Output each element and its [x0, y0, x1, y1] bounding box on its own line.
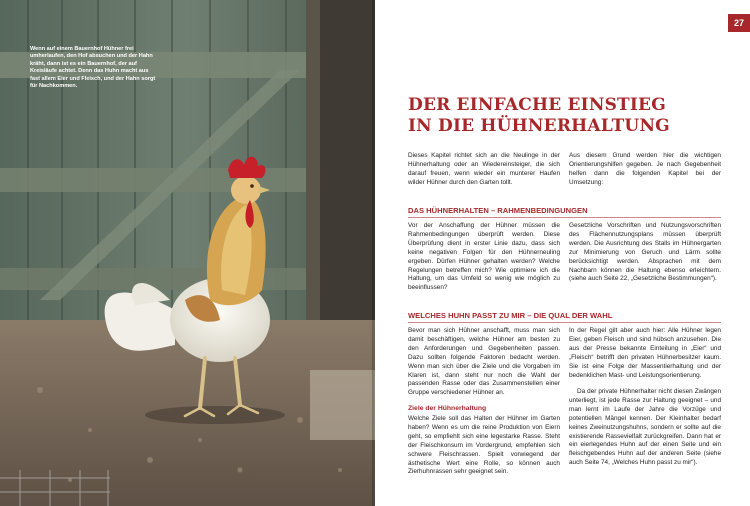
text-page — [375, 0, 750, 506]
section1-left-paragraph: Vor der Anschaffung der Hühner müssen die Rahmenbedingungen überprüft werden. Diese Überprüfung dient in erster Linie dazu, dass sich keine negativen Folgen für den Hühnerneuling ergeben. Dürfen Hühner gehalten werden? Welche Regelungen betreffen mich? Wie optimiere ich die Haltung, um das Umfeld so wenig wie möglich zu beeinflussen? — [408, 222, 560, 292]
section2-left-paragraph: Bevor man sich Hühner anschafft, muss man sich damit beschäftigen, welche Hühner am besten zu den Anforderungen und Gegebenheiten passen. Dazu sollten folgende Faktoren bedacht werden. Wenn man sich über die Ziele und die Vorgaben im Klaren ist, dann steht nur noch die Wahl der passenden Rasse oder das Zusammenstellen einer Gruppe verschiedener Hühner an. — [408, 327, 560, 397]
section2-right-paragraph-2: Da der private Hühnerhalter nicht diesen Zwängen unterliegt, ist jede Rasse zur Haltung geeignet – und man lernt im Laufe der Jahre die Vorzüge und potentiellen Mängel kennen. Der Kleinhalter bedarf keines Zweinutzungshuhns, sondern er sollte auf die existierende Rassevielfalt zurückgreifen. Dann hat er ein eierlegendes Huhn auf der einen Seite und ein fleischgebendes Huhn auf der anderen Seite (siehe auch Seite 74, „Welches Huhn passt zu mir“). — [569, 388, 721, 467]
page-title-line2: IN DIE HÜHNERHALTUNG — [408, 116, 670, 136]
section-rule — [408, 217, 721, 218]
subsection-paragraph: Welche Ziele soll das Halten der Hühner im Garten haben? Wenn es um die reine Produktion von Eiern geht, so empfiehlt sich eine legestarke Rasse. Steht der Fleischkonsum im Vordergrund, empfehlen sich schwere Fleischrassen. Spielt vorwiegend der ästhetische Wert eine Rolle, so können auch Zierhuhnrassen sehr geeignet sein. — [408, 415, 560, 476]
section-heading-rahmenbedingungen: DAS HÜHNERHALTEN – RAHMENBEDINGUNGEN — [408, 206, 588, 215]
page-title-line1: DER EINFACHE EINSTIEG — [408, 95, 666, 115]
subsection-heading-ziele: Ziele der Hühnerhaltung — [408, 405, 487, 412]
section-rule — [408, 322, 721, 323]
section-heading-qual-der-wahl: WELCHES HUHN PASST ZU MIR – DIE QUAL DER WAHL — [408, 311, 613, 320]
page-number: 27 — [728, 14, 750, 32]
section2-right-paragraph-1: In der Regel gilt aber auch hier: Alle Hühner legen Eier, geben Fleisch und sind hübsch anzusehen. Die aus der Presse bekannte Einteilung in „Eier“ und „Fleisch“ betrifft den privaten Hühnerbesitzer kaum. Sie ist eine Folge der Massentierhaltung und der bedenklichen Mast- und Leistungsorientierung. — [569, 327, 721, 379]
page-title — [408, 95, 708, 137]
section1-right-paragraph: Gesetzliche Vorschriften und Nutzungsvorschriften des Flächennutzungsplans müssen überprüft werden. Die Ausrichtung des Stalls im Hühnergarten zur Minimierung von Geruch und Lärm sollte berücksichtigt werden. Absprachen mit dem Nachbarn können die Haltung ebenso erleichtern. (siehe auch Seite 22, „Gesetzliche Bestimmungen“). — [569, 222, 721, 283]
intro-right-paragraph: Aus diesem Grund werden hier die wichtigen Orientierungshilfen gegeben. Je nach Gegebenheit helfen dann die folgenden Kapitel bei der Umsetzung: — [569, 152, 721, 186]
photo-caption: Wenn auf einem Bauernhof Hühner frei umherlaufen, den Hof absuchen und der Hahn kräht, dann ist es ein Bauernhof, der auf Kreisläufe achtet. Denn das Huhn macht aus fast allem Eier und Fleisch, und der Hahn sorgt für Nachkommen. — [30, 46, 156, 90]
intro-left-paragraph: Dieses Kapitel richtet sich an die Neulinge in der Hühnerhaltung oder an Wiedereinsteiger, die sich darauf freuen, wenn wieder ein munterer Haufen wilder Hühner durch den Garten tollt. — [408, 152, 560, 186]
